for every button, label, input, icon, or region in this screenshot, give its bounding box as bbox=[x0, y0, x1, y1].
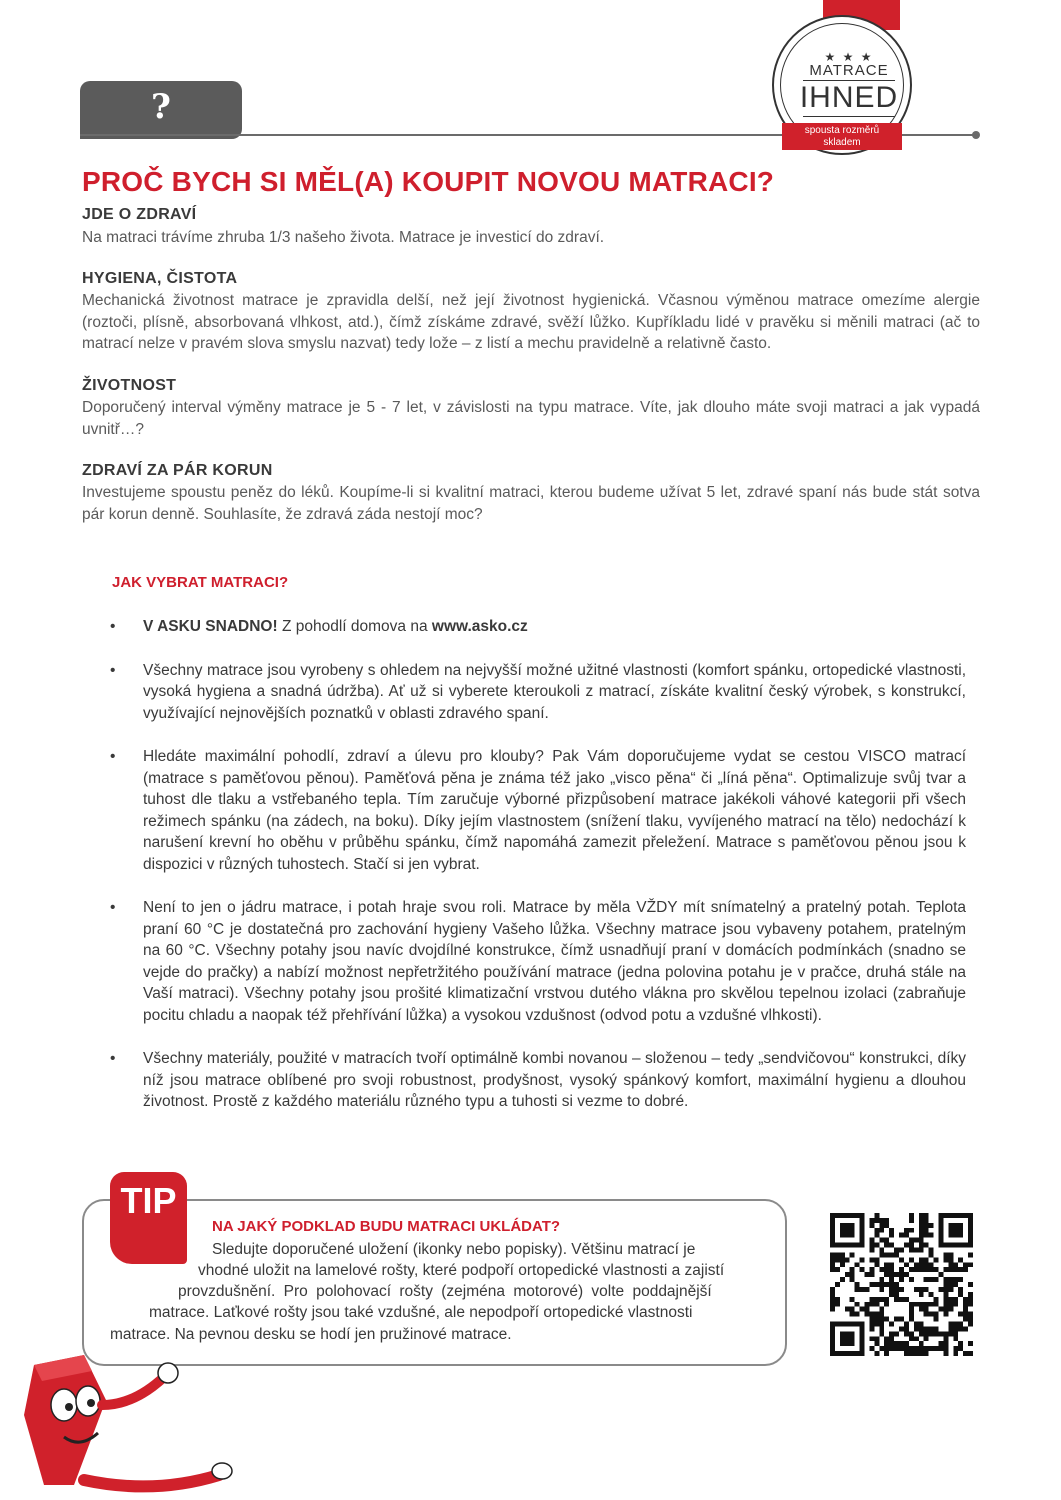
section-heading-cheap-health: ZDRAVÍ ZA PÁR KORUN bbox=[82, 462, 273, 479]
bullet-icon: • bbox=[110, 618, 116, 635]
badge-line2: IHNED bbox=[799, 81, 899, 114]
how-to-choose-list bbox=[110, 616, 966, 1135]
section-heading-lifetime: ŽIVOTNOST bbox=[82, 377, 177, 394]
page-title: PROČ BYCH SI MĚL(A) KOUPIT NOVOU MATRACI? bbox=[82, 166, 775, 197]
bullet-icon: • bbox=[110, 1050, 116, 1067]
list-item: • Všechny materiály, použité v matracích tvoří optimálně kombi novanou – složenou – tedy „sendvičovou“ konstrukci, díky níž jsou matrace oblíbené pro svoji robustnost, prodyšnost, vysoký spánkový komfort, maximální hygienu a dlouhou životnost. Prostě z každého materiálu různého typu a tuhosti si vezme to dobré. bbox=[110, 1050, 966, 1110]
section-heading-health: JDE O ZDRAVÍ bbox=[82, 206, 197, 223]
question-tab bbox=[80, 81, 242, 139]
tip-badge bbox=[110, 1172, 187, 1264]
section-body-lifetime: Doporučený interval výměny matrace je 5 - 7 let, v závislosti na typu matrace. Víte, jak dlouho máte svoji matraci a jak vypadá uvnitř…? bbox=[82, 399, 980, 438]
badge-stars: ★ ★ ★ bbox=[824, 50, 874, 64]
question-mark-icon: ? bbox=[151, 87, 171, 127]
list-item: • Všechny matrace jsou vyrobeny s ohledem na nejvyšší možné užitné vlastnosti (komfort spánku, ortopedické vlastnosti, vysoká hygiena a snadná údržba). Ať už si vyberete kteroukoli z matrací, získáte kvalitní český výrobek, s konstrukcí, využívající nejnovějších poznatků v oblasti zdravého spaní. bbox=[110, 661, 966, 722]
bullet-icon: • bbox=[110, 661, 116, 679]
tip-label: TIP bbox=[120, 1180, 177, 1221]
bullet-icon: • bbox=[110, 748, 116, 765]
lead-bold: V ASKU SNADNO! bbox=[143, 618, 278, 635]
badge-line1: MATRACE bbox=[809, 62, 889, 79]
badge-band bbox=[782, 123, 902, 150]
tip-heading: NA JAKÝ PODKLAD BUDU MATRACI UKLÁDAT? bbox=[212, 1218, 561, 1235]
mascot-illustration bbox=[14, 1345, 234, 1495]
badge-band-line1: spousta rozměrů bbox=[804, 125, 880, 136]
list-item: • V ASKU SNADNO! Z pohodlí domova na www.asko.cz bbox=[110, 616, 966, 638]
section-body-cheap-health: Investujeme spoustu peněz do léků. Koupíme-li si kvalitní matraci, kterou budeme užívat 5 let, zdravé spaní nás bude stát sotva pár korun denně. Souhlasíte, že zdravá záda nestojí moc? bbox=[82, 484, 980, 523]
badge-band-line2: skladem bbox=[823, 137, 861, 148]
section-body-hygiene: Mechanická životnost matrace je zpravidla delší, než její životnost hygienická. Včasnou výměnou matrace omezíme alergie (roztoči, plísně, absorbovaná vlhkost, atd.), čímž získáme zdravé, svěží lůžko. Kupříkladu lidé v pravěku si měnili matraci (ač to matrací nelze v pravém slova smyslu nazvat) tedy lože – z listí a mechu pravidelně a relativně často. bbox=[82, 292, 980, 352]
bullet-icon: • bbox=[110, 899, 116, 916]
tip-line-5: matrace. Na pevnou desku se hodí jen pružinové matrace. bbox=[110, 1326, 512, 1343]
section-body-health: Na matraci trávíme zhruba 1/3 našeho života. Matrace je investicí do zdraví. bbox=[82, 229, 605, 246]
website-link[interactable]: www.asko.cz bbox=[431, 618, 528, 635]
tip-line-3: provzdušnění. Pro polohovací rošty (zejména motorové) volte poddajnější bbox=[178, 1283, 712, 1300]
tip-line-2: vhodné uložit na lamelové rošty, které podpoří ortopedické vlastnosti a zajistí bbox=[198, 1262, 725, 1279]
tip-line-4: matrace. Laťkové rošty jsou také vzdušné, ale nepodpoří ortopedické vlastnosti bbox=[149, 1304, 693, 1321]
header-rule-end-dot bbox=[972, 131, 980, 139]
qr-code-icon[interactable] bbox=[830, 1213, 973, 1356]
section-heading-hygiene: HYGIENA, ČISTOTA bbox=[82, 270, 238, 287]
list-item: • Hledáte maximální pohodlí, zdraví a úlevu pro klouby? Pak Vám doporučujeme vydat se cestou VISCO matrací (matrace s paměťovou pěnou). Paměťová pěna je známa též jako „visco pěna“ či „líná pěna“. Optimalizuje svůj tvar a tuhost dle tlaku a vstřebaného tepla. Tím zaručuje výborné přizpůsobení matrace jakékoli váhové kategorii při všech režimech spánku (na zádech, na boku). Díky jejím vlastnostem (snížení tlaku, vyvíjeného matrací na tělo) nedochází k narušení krevní ho oběhu v průběhu spánku, čímž napomáhá zamezit přeležení. Matrace s paměťovou pěnou jsou k dispozici v různých tuhostech. Stačí si jen vybrat. bbox=[110, 748, 966, 873]
how-to-choose-heading: JAK VYBRAT MATRACI? bbox=[112, 574, 289, 591]
tip-line-1: Sledujte doporučené uložení (ikonky nebo popisky). Většinu matrací je bbox=[212, 1241, 696, 1258]
list-item: • Není to jen o jádru matrace, i potah hraje svou roli. Matrace by měla VŽDY mít snímatelný a pratelný potah. Teplota praní 60 °C je dostatečná pro zachování hygieny Vašeho lůžka. Všechny matrace jsou vybaveny potahem, pratelným na 60 °C. Všechny potahy jsou navíc dvojdílné konstrukce, čímž usnadňují praní v domácích podmínkách (snadno se vejde do pračky) a nabízí možnost nepřetržitého používání matrace (jedna polovina potahu je v pračce, druhá stále na Vaší matraci). Všechny potahy jsou prošité klimatizační vrstvou dutého vlákna pro skvělou tepelnou izolaci (zabraňuje pocitu chladu a naopak též přehřívání lůžka) a vysokou vzdušnost (odvod potu a vzdušné vlhkosti). bbox=[110, 899, 966, 1024]
